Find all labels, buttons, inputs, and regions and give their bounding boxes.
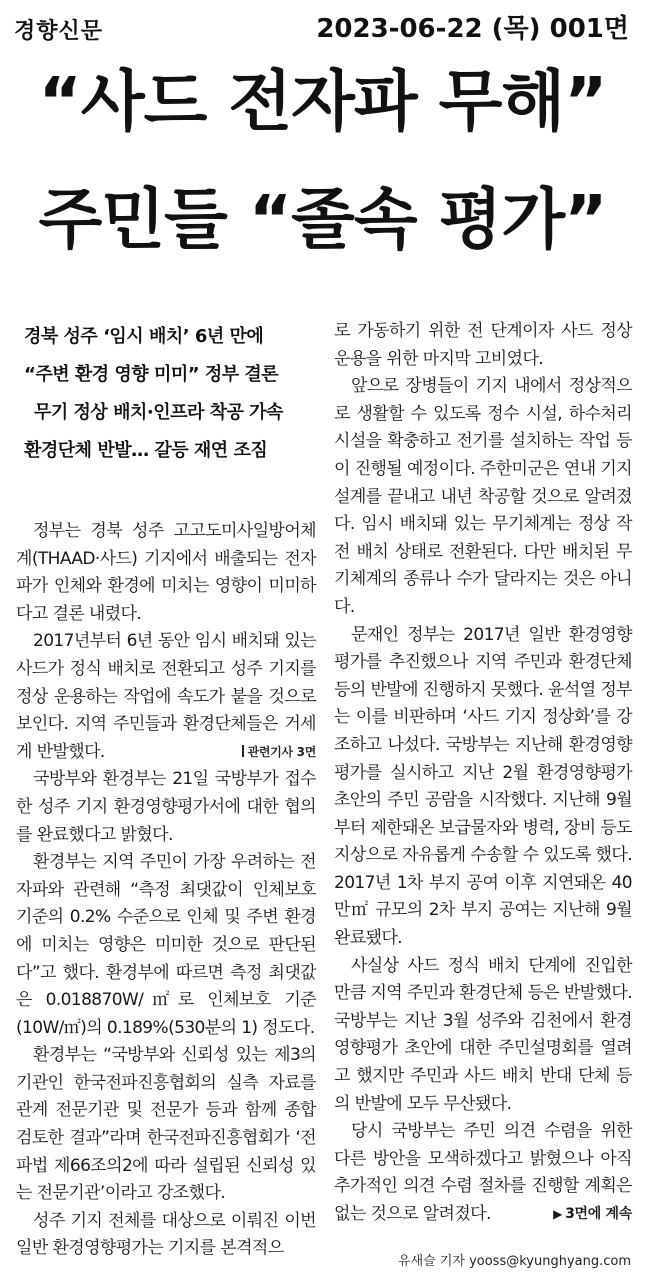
body-paragraph bbox=[16, 628, 316, 766]
body-paragraph: 환경부는 “국방부와 신뢰성 있는 제3의 기관인 한국전파진흥협회의 실측 자료를 관계 전문기관 및 전문가 등과 함께 종합 검토한 결과”라며 한국전파진흥협회가 ‘전파법 제66조의2에 따라 설립된 신뢰성 있는 전문기관’이라고 강조했다. bbox=[16, 1045, 316, 1204]
headline-line-1: “사드 전자파 무해” bbox=[38, 63, 607, 140]
body-paragraph: 환경부는 지역 주민이 가장 우려하는 전자파와 관련해 “측정 최댓값이 인체보호 기준의 0.2% 수준으로 인체 및 주변 환경에 미치는 영향은 미미한 것으로 판단된다”고 했다. 환경부에 따르면 측정 최댓값은 0.018870W/㎡로 인체보호 기준(10W/㎡)의 0.189%(530분의 1) 정도다. bbox=[16, 852, 316, 1038]
continued-note bbox=[536, 1201, 632, 1229]
subheadline-block bbox=[16, 318, 316, 470]
issue-date: 2023-06-22 (목) 001면 bbox=[316, 14, 629, 44]
ref-bar-icon bbox=[242, 745, 244, 757]
body-text: 2017년부터 6년 동안 임시 배치돼 있는 사드가 정식 배치로 전환되고 성주 기지를 정상 운용하는 작업에 속도가 붙을 것으로 보인다. 지역 주민들과 환경단체들은 거세게 반발했다. bbox=[16, 631, 316, 762]
continued-label: 3면에 계속 bbox=[565, 1206, 632, 1222]
body-paragraph: 문재인 정부는 2017년 일반 환경영향평가를 추진했으나 지역 주민과 환경단체 등의 반발에 진행하지 못했다. 윤석열 정부는 이를 비판하며 ‘사드 기지 정상화’를 강조하고 나섰다. 국방부는 지난해 환경영향평가를 실시하고 지난 2월 환경영향평가 초안의 주민 공람을 시작했다. 지난해 9월부터 제한돼온 보급물자와 병력, 장비 등도 지상으로 자유롭게 수송할 수 있도록 했다. 2017년 1차 부지 공여 이후 지연돼온 40만㎡ 규모의 2차 부지 공여는 지난해 9월 완료됐다. bbox=[334, 624, 632, 949]
article-column-right bbox=[334, 318, 632, 1229]
body-paragraph: 국방부와 환경부는 21일 국방부가 접수한 성주 기지 환경영향평가서에 대한 협의를 완료했다고 밝혔다. bbox=[16, 769, 316, 845]
masthead bbox=[0, 0, 645, 50]
triangle-right-icon: ▶ bbox=[553, 1207, 563, 1221]
subheadline: 무기 정상 배치·인프라 착공 가속 bbox=[34, 402, 283, 423]
related-article-ref bbox=[225, 739, 316, 767]
article-column-left bbox=[16, 318, 316, 1263]
body-paragraph: 성주 기지 전체를 대상으로 이뤄진 이번 일반 환경영향평가는 기지를 본격적으 bbox=[16, 1210, 316, 1259]
newspaper-name: 경향신문 bbox=[14, 19, 104, 44]
body-paragraph: 정부는 경북 성주 고고도미사일방어체계(THAAD·사드) 기지에서 배출되는 전자파가 인체와 환경에 미치는 영향이 미미하다고 결론 내렸다. bbox=[16, 521, 316, 624]
body-paragraph: 앞으로 장병들이 기지 내에서 정상적으로 생활할 수 있도록 정수 시설, 하수처리 시설을 확충하고 전기를 설치하는 작업 등이 진행될 예정이다. 주한미군은 연내 기지 설계를 끝내고 내년 착공할 것으로 알려졌다. 임시 배치돼 있는 무기체계는 정상 작전 배치 상태로 전환된다. 다만 배치된 무기체계의 종류나 수가 달라지는 것은 아니다. bbox=[334, 376, 632, 617]
body-paragraph bbox=[334, 1118, 632, 1228]
body-paragraph: 사실상 사드 정식 배치 단계에 진입한 만큼 지역 주민과 환경단체 등은 반발했다. 국방부는 지난 3월 성주와 김천에서 환경영향평가 초안에 대한 주민설명회를 열려고 했지만 주민과 사드 배치 반대 단체 등의 반발에 모두 무산됐다. bbox=[334, 955, 632, 1114]
related-article-label: 관련기사 3면 bbox=[247, 744, 316, 759]
headline-line-2: 주민들 “졸속 평가” bbox=[38, 181, 607, 258]
subheadline: 환경단체 반발… 갈등 재연 조짐 bbox=[24, 440, 268, 461]
body-text: 당시 국방부는 주민 의견 수렴을 위한 다른 방안을 모색하겠다고 밝혔으나 아직 추가적인 의견 수렴 절차를 진행할 계획은 없는 것으로 알려졌다. bbox=[334, 1121, 632, 1224]
body-paragraph: 로 가동하기 위한 전 단계이자 사드 정상 운용을 위한 마지막 고비였다. bbox=[334, 321, 632, 369]
byline: 유새슬 기자 yooss@kyunghyang.com bbox=[398, 1254, 631, 1269]
subheadline: 경북 성주 ‘임시 배치’ 6년 만에 bbox=[24, 326, 264, 347]
subheadline: “주변 환경 영향 미미” 정부 결론 bbox=[24, 364, 279, 385]
